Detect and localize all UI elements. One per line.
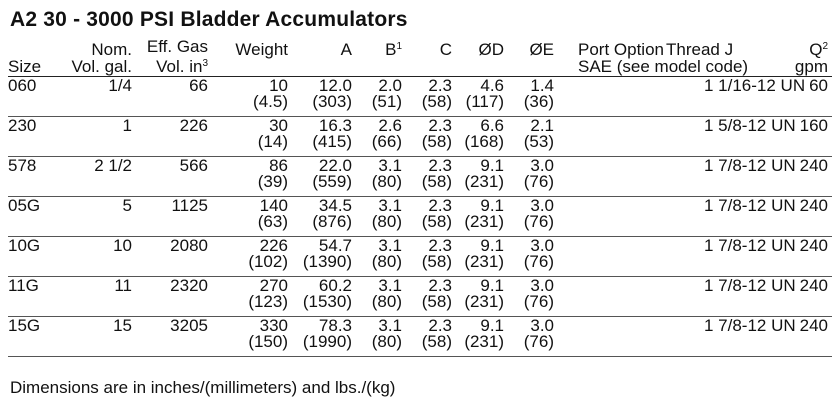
cell-weight-metric: (63): [257, 212, 288, 231]
cell-d: 9.1 (231): [456, 237, 508, 277]
cell-thread: 1 7/8-12 UN: [704, 236, 796, 255]
cell-a: 12.0 (303): [292, 77, 356, 117]
cell-a-metric: (415): [312, 132, 352, 151]
cell-a-metric: (1990): [302, 332, 352, 351]
cell-b-metric: (80): [371, 252, 402, 271]
cell-size: 15G: [8, 316, 41, 335]
cell-size: 060: [8, 76, 37, 95]
cell-e-metric: (76): [523, 172, 554, 191]
units-footnote: Dimensions are in inches/(millimeters) and lbs./(kg): [10, 378, 396, 397]
cell-thread: 1 7/8-12 UN: [704, 156, 796, 175]
cell-e: 3.0 (76): [508, 317, 558, 357]
cell-e: 3.0 (76): [508, 197, 558, 237]
cell-d: 9.1 (231): [456, 197, 508, 237]
cell-b: 3.1 (80): [356, 197, 406, 237]
cell-c: 2.3 (58): [406, 157, 456, 197]
cell-c-metric: (58): [421, 172, 452, 191]
table-row: [8, 197, 832, 237]
cell-eff: 226: [179, 116, 208, 135]
cell-c: 2.3 (58): [406, 77, 456, 117]
cell-port: [558, 77, 704, 117]
cell-e-metric: (76): [523, 252, 554, 271]
cell-weight: 30 (14): [212, 117, 292, 157]
cell-eff: 1125: [171, 196, 208, 215]
cell-nom: 2 1/2: [94, 156, 132, 175]
cell-c: 2.3 (58): [406, 197, 456, 237]
cell-weight: 226 (102): [212, 237, 292, 277]
cell-e-metric: (76): [523, 332, 554, 351]
cell-nom: 15: [113, 316, 132, 335]
col-header-port: Port Option: [578, 40, 664, 59]
cell-b: 3.1 (80): [356, 237, 406, 277]
cell-b: 3.1 (80): [356, 277, 406, 317]
table-row: [8, 77, 832, 117]
col-header-size: Size: [8, 57, 42, 76]
cell-b: 3.1 (80): [356, 317, 406, 357]
cell-d-metric: (117): [465, 92, 504, 111]
cell-d: 6.6 (168): [456, 117, 508, 157]
cell-b: 2.0 (51): [356, 77, 406, 117]
cell-a: 78.3 (1990): [292, 317, 356, 357]
cell-nom: 1/4: [108, 76, 132, 95]
cell-e-metric: (76): [523, 212, 554, 231]
cell-weight-metric: (4.5): [253, 92, 288, 111]
cell-c-metric: (58): [421, 332, 452, 351]
cell-weight-metric: (39): [257, 172, 288, 191]
cell-a: 16.3 (415): [292, 117, 356, 157]
cell-b-metric: (66): [371, 132, 402, 151]
cell-q: 240: [799, 236, 828, 255]
cell-d-metric: (168): [464, 132, 504, 151]
cell-c: 2.3 (58): [406, 277, 456, 317]
col-header-c: C: [439, 40, 452, 59]
cell-d-metric: (231): [464, 252, 504, 271]
cell-c: 2.3 (58): [406, 117, 456, 157]
cell-eff: 66: [189, 76, 208, 95]
cell-a: 22.0 (559): [292, 157, 356, 197]
cell-weight-metric: (123): [248, 292, 288, 311]
col-header-weight: Weight: [235, 40, 288, 59]
cell-b-metric: (80): [371, 332, 402, 351]
cell-e: 3.0 (76): [508, 157, 558, 197]
cell-d-metric: (231): [464, 292, 504, 311]
cell-size: 05G: [8, 196, 41, 215]
cell-d: 9.1 (231): [456, 317, 508, 357]
cell-thread: 1 1/16-12 UN: [704, 76, 806, 95]
cell-e: 1.4 (36): [508, 77, 558, 117]
cell-b-metric: (51): [371, 92, 402, 111]
cell-weight: 86 (39): [212, 157, 292, 197]
table-row: [8, 157, 832, 197]
cell-size: 10G: [8, 236, 41, 255]
cell-nom: 11: [114, 276, 132, 295]
cell-nom: 10: [113, 236, 132, 255]
cell-a-metric: (876): [312, 212, 352, 231]
table-row: [8, 317, 832, 357]
cell-a: 34.5 (876): [292, 197, 356, 237]
cell-c-metric: (58): [421, 92, 452, 111]
cell-eff: 566: [179, 156, 208, 175]
col-header-b: $B^1$: [385, 40, 402, 59]
cell-nom: 5: [122, 196, 132, 215]
cell-b-metric: (80): [371, 212, 402, 231]
cell-port: [558, 197, 704, 237]
col-header-port-thread: Port Option Thread J SAE (see model code): [578, 40, 749, 76]
cell-d: 9.1 (231): [456, 157, 508, 197]
cell-weight: 140 (63): [212, 197, 292, 237]
cell-weight-metric: (14): [257, 132, 288, 151]
cell-eff: 3205: [170, 316, 208, 335]
cell-q: 240: [799, 316, 828, 335]
accumulator-spec-table: [8, 38, 832, 357]
col-header-a: A: [340, 40, 352, 59]
cell-b-metric: (80): [371, 172, 402, 191]
col-header-nom-vol: Nom. Vol. gal.: [71, 40, 132, 76]
table-header-row: [8, 38, 832, 77]
cell-size: 230: [8, 116, 37, 135]
table-row: [8, 237, 832, 277]
cell-b: 3.1 (80): [356, 157, 406, 197]
cell-port: [558, 117, 704, 157]
cell-b: 2.6 (66): [356, 117, 406, 157]
cell-a: 60.2 (1530): [292, 277, 356, 317]
cell-e: 3.0 (76): [508, 277, 558, 317]
cell-size: 11G: [8, 276, 39, 295]
cell-d-metric: (231): [464, 212, 504, 231]
cell-e-metric: (53): [523, 132, 554, 151]
col-header-q: $Q^2$ gpm: [794, 40, 828, 76]
cell-weight: 10 (4.5): [212, 77, 292, 117]
cell-e: 3.0 (76): [508, 237, 558, 277]
cell-port: [558, 277, 704, 317]
cell-q: 160: [799, 116, 828, 135]
cell-weight-metric: (102): [248, 252, 288, 271]
cell-q: 240: [799, 196, 828, 215]
cell-a: 54.7 (1390): [292, 237, 356, 277]
cell-c-metric: (58): [421, 212, 452, 231]
cell-a-metric: (303): [312, 92, 352, 111]
col-header-eff-gas: Eff. Gas Vol. $in^3$: [146, 37, 208, 76]
col-header-d: ØD: [478, 40, 504, 59]
cell-q: 240: [799, 156, 828, 175]
page-title: A2 30 - 3000 PSI Bladder Accumulators: [10, 8, 408, 31]
cell-e-metric: (76): [523, 292, 554, 311]
cell-port: [558, 317, 704, 357]
cell-thread: 1 5/8-12 UN: [704, 116, 796, 135]
table-row: [8, 277, 832, 317]
cell-weight: 330 (150): [212, 317, 292, 357]
cell-eff: 2320: [170, 276, 208, 295]
cell-thread: 1 7/8-12 UN: [704, 196, 796, 215]
col-header-thread: Thread J: [666, 40, 734, 59]
cell-q: 240: [799, 276, 828, 295]
cell-c-metric: (58): [421, 132, 452, 151]
cell-a-metric: (1530): [302, 292, 352, 311]
col-header-e: ØE: [529, 40, 554, 59]
cell-c-metric: (58): [421, 292, 452, 311]
cell-d: 9.1 (231): [456, 277, 508, 317]
cell-eff: 2080: [170, 236, 208, 255]
cell-port: [558, 157, 704, 197]
cell-weight: 270 (123): [212, 277, 292, 317]
cell-nom: 1: [122, 116, 132, 135]
table-row: [8, 117, 832, 157]
cell-c-metric: (58): [421, 252, 452, 271]
cell-c: 2.3 (58): [406, 237, 456, 277]
cell-e-metric: (36): [523, 92, 554, 111]
cell-d: 4.6 (117): [456, 77, 508, 117]
cell-port: [558, 237, 704, 277]
cell-a-metric: (1390): [302, 252, 352, 271]
cell-thread: 1 7/8-12 UN: [704, 316, 796, 335]
cell-c: 2.3 (58): [406, 317, 456, 357]
cell-d-metric: (231): [464, 332, 504, 351]
cell-e: 2.1 (53): [508, 117, 558, 157]
cell-weight-metric: (150): [248, 332, 288, 351]
cell-thread: 1 7/8-12 UN: [704, 276, 796, 295]
cell-q: 60: [809, 76, 828, 95]
cell-d-metric: (231): [464, 172, 504, 191]
cell-size: 578: [8, 156, 37, 175]
cell-b-metric: (80): [371, 292, 402, 311]
cell-a-metric: (559): [312, 172, 352, 191]
